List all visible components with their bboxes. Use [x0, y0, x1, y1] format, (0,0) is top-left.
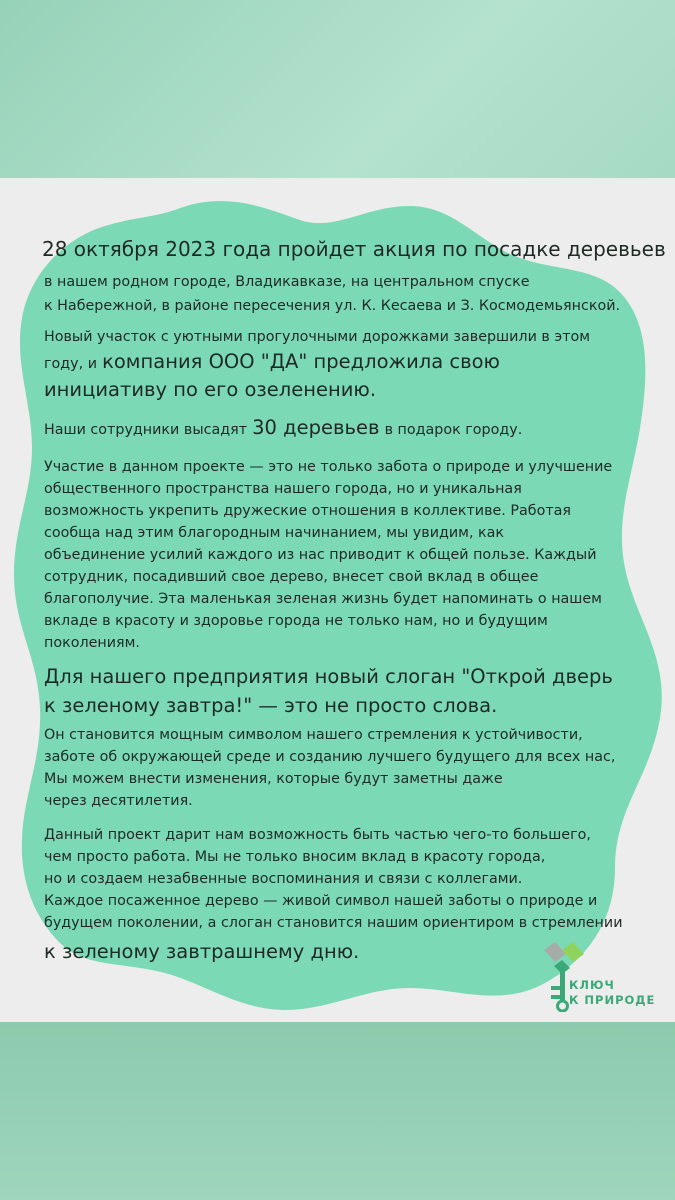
paragraph-4-line: Участие в данном проекте — это не только забота о природе и улучшение — [44, 459, 613, 475]
paragraph-4-line: общественного пространства нашего города, но и уникальная — [44, 481, 522, 497]
paragraph-6-line: будущем поколении, а слоган становится нашим ориентиром в стремлении — [44, 915, 623, 931]
paragraph-4-line: благополучие. Эта маленькая зеленая жизнь будет напоминать о нашем — [44, 591, 602, 607]
paragraph-6-line: но и создаем незабвенные воспоминания и связи с коллегами. — [44, 871, 523, 887]
slogan-line-2: к зеленому завтра!" — это не просто слова. — [44, 694, 498, 717]
trees-count-highlight: 30 деревьев — [252, 416, 380, 439]
intro-line-2: к Набережной, в районе пересечения ул. К. Кесаева и З. Космодемьянской. — [44, 298, 621, 314]
paragraph-2-line-2 — [44, 348, 500, 378]
intro-line-1: в нашем родном городе, Владикавказе, на центральном спуске — [44, 274, 530, 290]
top-background-band — [0, 0, 675, 178]
post-content — [0, 178, 675, 1022]
paragraph-5-line: Мы можем внести изменения, которые будут заметны даже — [44, 771, 503, 787]
paragraph-6-line: чем просто работа. Мы не только вносим вклад в красоту города, — [44, 849, 546, 865]
logo-text-line-2: К ПРИРОДЕ — [569, 993, 656, 1007]
paragraph-5-line: заботе об окружающей среде и созданию лучшего будущего для всех нас, — [44, 749, 616, 765]
company-highlight: компания ООО "ДА" предложила свою — [102, 350, 500, 373]
paragraph-4-line: поколениям. — [44, 635, 140, 651]
company-highlight-line-2: инициативу по его озеленению. — [44, 378, 377, 401]
paragraph-6-line: Каждое посаженное дерево — живой символ нашей заботы о природе и — [44, 893, 598, 909]
paragraph-4-line: сотрудник, посадивший свое дерево, внесет свой вклад в общее — [44, 569, 539, 585]
paragraph-2-small-text: году, и — [44, 356, 97, 372]
logo-text-line-1: КЛЮЧ — [569, 978, 615, 992]
paragraph-4-line: объединение усилий каждого из нас приводит к общей пользе. Каждый — [44, 547, 597, 563]
paragraph-5-line: Он становится мощным символом нашего стремления к устойчивости, — [44, 727, 583, 743]
headline: 28 октября 2023 года пройдет акция по посадке деревьев — [42, 237, 666, 261]
paragraph-4-line: сообща над этим благородным начинанием, мы увидим, как — [44, 525, 505, 541]
paragraph-5-line: через десятилетия. — [44, 793, 193, 809]
post-card — [0, 178, 675, 1022]
paragraph-3-post: в подарок городу. — [384, 422, 523, 438]
bottom-background-band — [0, 1022, 675, 1200]
closing-line: к зеленому завтрашнему дню. — [44, 940, 360, 963]
paragraph-6-line: Данный проект дарит нам возможность быть частью чего-то большего, — [44, 827, 591, 843]
paragraph-3-pre: Наши сотрудники высадят — [44, 422, 248, 438]
slogan-line-1: Для нашего предприятия новый слоган "Открой дверь — [44, 665, 613, 688]
paragraph-4-line: возможность укрепить дружеские отношения в коллективе. Работая — [44, 503, 572, 519]
paragraph-3 — [44, 414, 522, 442]
paragraph-2-line-1: Новый участок с уютными прогулочными дорожками завершили в этом — [44, 329, 591, 345]
paragraph-4-line: вкладе в красоту и здоровье города не только нам, но и будущим — [44, 613, 548, 629]
